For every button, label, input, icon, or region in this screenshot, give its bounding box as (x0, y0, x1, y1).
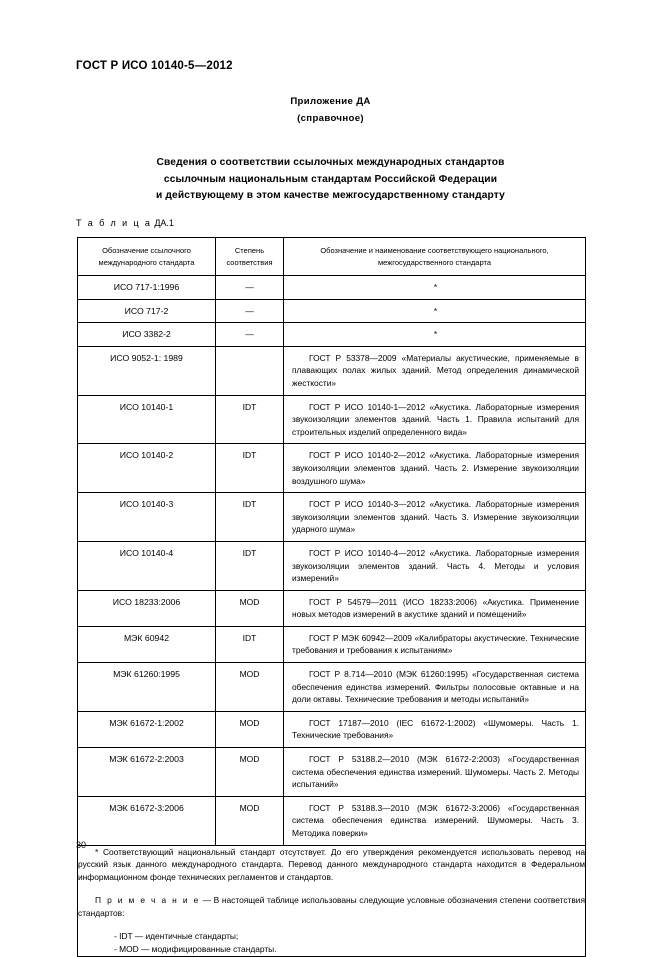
cell-national-standard (284, 748, 586, 797)
degree-text: IDT (242, 450, 257, 461)
table-row (78, 444, 586, 493)
national-standard-body: ГОСТ Р 53188.3—2010 (МЭК 61672-3:2006) «Государственная система обеспечения единства измерений. Шумомеры. Часть 3. Методика поверки» (292, 802, 579, 838)
cell-reference-standard (78, 276, 216, 300)
header-cell-national-standard (284, 238, 586, 276)
table-row (78, 541, 586, 590)
cell-degree (216, 796, 284, 845)
cell-degree (216, 711, 284, 747)
cell-reference-standard (78, 590, 216, 626)
national-standard-body: ГОСТ Р 53378—2009 «Материалы акустические, применяемые в плавающих полах жилых зданий. Метод определения динамической жесткости» (292, 352, 579, 388)
cell-degree (216, 395, 284, 444)
reference-standard-text: ИСО 10140-2 (119, 450, 174, 461)
page-number: 30 (76, 840, 87, 850)
heading-line-3: и действующему в этом качестве межгосударственному стандарту (156, 190, 505, 201)
correspondence-table (77, 237, 586, 957)
table-row (78, 323, 586, 347)
degree-text: MOD (239, 717, 260, 728)
national-standard-text (284, 591, 585, 626)
national-standard-body: ГОСТ 17187—2010 (IEC 61672-1:2002) «Шумомеры. Часть 1. Технические требования» (292, 717, 579, 741)
cell-reference-standard (78, 748, 216, 797)
table-row (78, 276, 586, 300)
footnote-body: * Соответствующий национальный стандарт отсутствует. До его утверждения рекомендуется использовать перевод на русский язык данного международного стандарта. Перевод данного международного стандарта находится в Федеральном информационном фонде технических регламентов и стандартов. (78, 846, 585, 883)
national-standard-text (284, 444, 585, 492)
cell-reference-standard (78, 493, 216, 542)
heading-line-2: ссылочным национальным стандартам Российской Федерации (163, 173, 498, 185)
degree-text: — (245, 282, 254, 292)
cell-reference-standard (78, 299, 216, 323)
annex-title: Приложение ДА (290, 96, 371, 107)
cell-degree (216, 323, 284, 347)
table-row (78, 346, 586, 395)
reference-standard-text: ИСО 10140-1 (119, 401, 174, 412)
cell-national-standard (284, 663, 586, 712)
reference-standard-text: ИСО 10140-4 (119, 547, 174, 558)
table-row (78, 395, 586, 444)
cell-national-standard (284, 346, 586, 395)
cell-reference-standard (78, 796, 216, 845)
reference-standard-text: ИСО 9052-1: 1989 (110, 352, 183, 363)
table-body (78, 276, 586, 846)
legend-item-idt: - IDT — идентичные стандарты; (114, 930, 239, 941)
national-standard-text: * (433, 329, 438, 340)
cell-reference-standard (78, 395, 216, 444)
national-standard-text (284, 748, 585, 796)
cell-national-standard (284, 590, 586, 626)
annex-subtitle: (справочное) (297, 113, 364, 124)
reference-standard-text: МЭК 61672-1:2002 (109, 717, 184, 728)
table-caption (76, 218, 174, 228)
cell-national-standard (284, 626, 586, 662)
page-title: ГОСТ Р ИСО 10140-5—2012 (76, 60, 233, 72)
notes-row (78, 845, 586, 957)
degree-text: — (245, 305, 254, 316)
reference-standard-text: МЭК 61672-2:2003 (109, 754, 184, 765)
cell-reference-standard (78, 541, 216, 590)
header-label-national-standard: Обозначение и наименование соответствующего национального, межгосударственного стандарта (320, 246, 549, 267)
reference-standard-text: ИСО 717-2 (124, 305, 169, 316)
reference-standard-text: МЭК 60942 (123, 632, 170, 643)
table-row (78, 626, 586, 662)
national-standard-body: ГОСТ Р ИСО 10140-3—2012 «Акустика. Лабораторные измерения звукоизоляции элементов зданий. Часть 3. Измерение звукоизоляции ударного шума» (292, 499, 579, 535)
table-row (78, 711, 586, 747)
national-standard-body: ГОСТ Р 54579—2011 (ИСО 18233:2006) «Акустика. Применение новых методов измерений в акустике зданий и помещений» (292, 596, 579, 620)
note-text (78, 894, 585, 920)
table-foot (78, 845, 586, 957)
national-standard-text (284, 347, 585, 395)
degree-text: IDT (242, 499, 257, 510)
cell-degree (216, 276, 284, 300)
heading-line-1: Сведения о соответствии ссылочных международных стандартов (156, 157, 505, 168)
reference-standard-text: ИСО 18233:2006 (112, 596, 181, 607)
national-standard-text (284, 493, 585, 541)
note-label: П р и м е ч а н и е (95, 894, 200, 905)
table-header-row (78, 238, 586, 276)
cell-degree (216, 541, 284, 590)
reference-standard-text: ИСО 3382-2 (122, 329, 171, 340)
national-standard-body: ГОСТ Р ИСО 10140-2—2012 «Акустика. Лабораторные измерения звукоизоляции элементов зданий. Часть 2. Измерение звукоизоляции воздушного шума» (292, 450, 579, 486)
cell-national-standard (284, 395, 586, 444)
cell-degree (216, 748, 284, 797)
annex-header (0, 93, 661, 127)
national-standard-text (284, 712, 585, 747)
national-standard-text (284, 627, 585, 662)
cell-national-standard (284, 276, 586, 300)
header-label-reference-standard: Обозначение ссылочного международного стандарта (98, 246, 195, 267)
reference-standard-text: ИСО 10140-3 (119, 499, 174, 510)
table-caption-number: ДА.1 (154, 218, 174, 228)
national-standard-body: ГОСТ Р МЭК 60942—2009 «Калибраторы акустические. Технические требования и требования к испытаниям» (292, 632, 579, 656)
section-heading (0, 155, 661, 205)
degree-text: MOD (239, 596, 260, 607)
degree-text: MOD (239, 669, 260, 680)
cell-national-standard (284, 796, 586, 845)
national-standard-text: * (433, 282, 438, 292)
cell-degree (216, 346, 284, 395)
table-caption-label: Т а б л и ц а (76, 218, 152, 228)
degree-text: IDT (242, 401, 257, 412)
cell-national-standard (284, 299, 586, 323)
national-standard-text (284, 797, 585, 845)
reference-standard-text: МЭК 61672-3:2006 (109, 802, 184, 813)
reference-standard-text: МЭК 61260:1995 (113, 669, 180, 680)
header-cell-degree (216, 238, 284, 276)
table-row (78, 663, 586, 712)
cell-national-standard (284, 444, 586, 493)
cell-degree (216, 444, 284, 493)
degree-text (216, 347, 283, 357)
cell-degree (216, 663, 284, 712)
table-row (78, 299, 586, 323)
degree-text: MOD (239, 802, 260, 813)
footnote-text (78, 846, 585, 884)
header-cell-reference-standard (78, 238, 216, 276)
cell-reference-standard (78, 626, 216, 662)
table-row (78, 590, 586, 626)
cell-reference-standard (78, 663, 216, 712)
national-standard-body: ГОСТ Р 53188.2—2010 (МЭК 61672-2:2003) «Государственная система обеспечения единства измерений. Шумомеры. Часть 2. Методы испытаний» (292, 754, 579, 790)
table-head (78, 238, 586, 276)
cell-national-standard (284, 541, 586, 590)
national-standard-text (284, 663, 585, 711)
legend-item-mod: - MOD — модифицированные стандарты. (114, 943, 277, 954)
cell-degree (216, 590, 284, 626)
degree-text: — (245, 329, 254, 340)
cell-degree (216, 493, 284, 542)
table-row (78, 748, 586, 797)
national-standard-body: ГОСТ Р ИСО 10140-4—2012 «Акустика. Лабораторные измерения звукоизоляции элементов зданий. Часть 4. Методы и условия измерений» (292, 547, 579, 584)
cell-national-standard (284, 323, 586, 347)
cell-national-standard (284, 493, 586, 542)
cell-national-standard (284, 711, 586, 747)
table-row (78, 493, 586, 542)
degree-text: IDT (242, 632, 257, 643)
notes-cell (78, 845, 586, 957)
national-standard-text (284, 396, 585, 444)
cell-degree (216, 626, 284, 662)
degree-text: MOD (239, 754, 260, 765)
national-standard-body: ГОСТ Р 8.714—2010 (МЭК 61260:1995) «Государственная система обеспечения единства измерений. Фильтры полосовые октавные и на доли октавы. Технические требования и методы испытаний» (292, 669, 579, 705)
national-standard-body: ГОСТ Р ИСО 10140-1—2012 «Акустика. Лабораторные измерения звукоизоляции элементов зданий. Часть 1. Правила испытаний для строительных изделий определенного вида» (292, 401, 579, 437)
cell-degree (216, 299, 284, 323)
degree-text: IDT (242, 547, 257, 558)
national-standard-text (284, 542, 585, 590)
cell-reference-standard (78, 323, 216, 347)
header-label-degree: Степень соответствия (226, 246, 273, 267)
cell-reference-standard (78, 711, 216, 747)
reference-standard-text: ИСО 717-1:1996 (113, 282, 180, 292)
cell-reference-standard (78, 346, 216, 395)
cell-reference-standard (78, 444, 216, 493)
table-row (78, 796, 586, 845)
note-body: — В настоящей таблице использованы следующие условные обозначения степени соответствия стандартов: (78, 894, 586, 918)
national-standard-text: * (433, 305, 438, 316)
